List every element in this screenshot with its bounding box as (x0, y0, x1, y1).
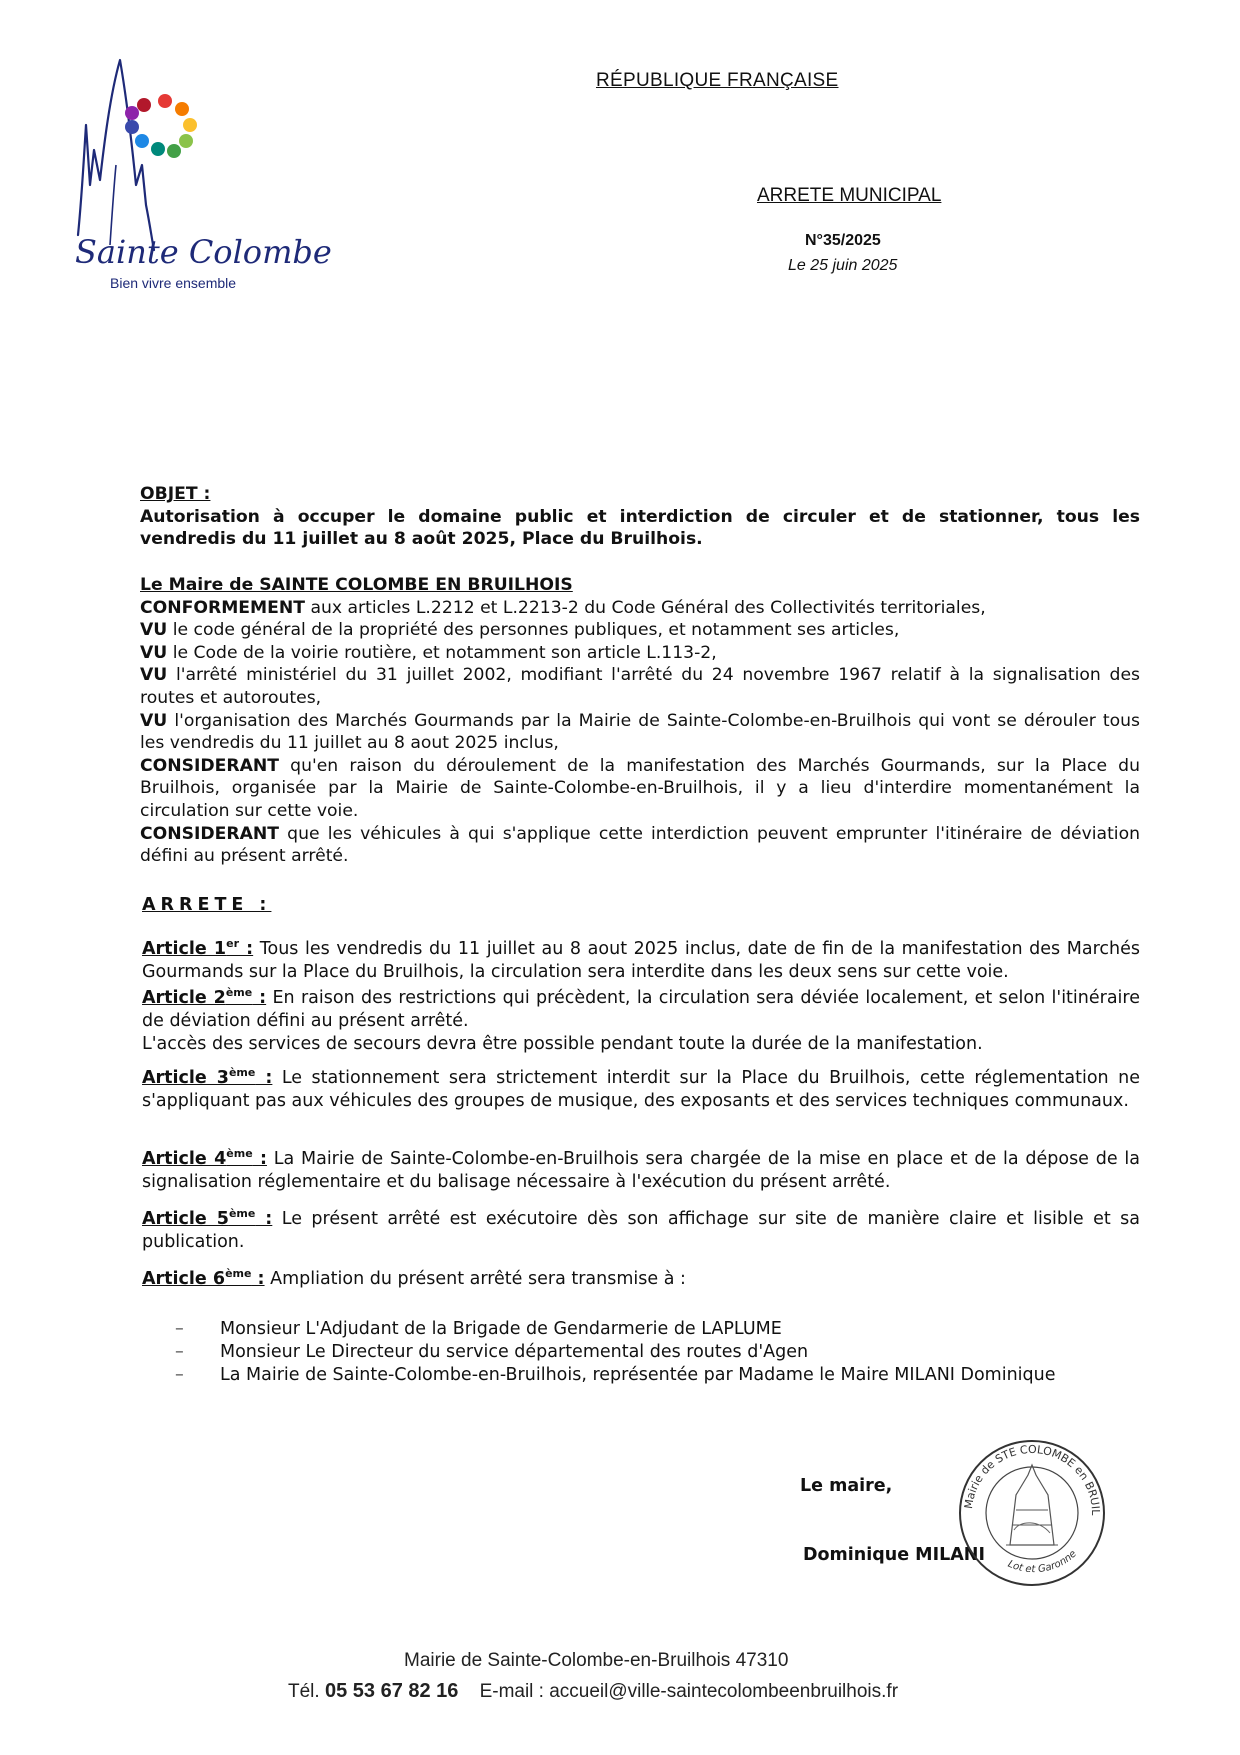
arrete-number: N°35/2025 (805, 232, 881, 249)
article-label (142, 1269, 265, 1289)
article-label (142, 988, 266, 1008)
article-text: Le présent arrêté est exécutoire dès son affichage sur site de manière claire et lisible et sa publication. (142, 1209, 1140, 1252)
article-text-secondary: L'accès des services de secours devra être possible pendant toute la durée de la manifestation. (142, 1034, 983, 1054)
objet-label: OBJET : (140, 484, 211, 504)
article-label-sup: er (226, 937, 239, 950)
commune-logo (70, 55, 332, 300)
preamble-lead: VU (140, 620, 168, 641)
church-spire-drawing (70, 55, 300, 255)
recipient-item: – Monsieur L'Adjudant de la Brigade de Gendarmerie de LAPLUME (175, 1318, 1056, 1341)
recipient-item: – Monsieur Le Directeur du service départemental des routes d'Agen (175, 1341, 1056, 1364)
article-label-text: Article 3 (142, 1068, 229, 1088)
preamble-lead: VU (140, 665, 168, 686)
objet-text: Autorisation à occuper le domaine public et interdiction de circuler et de stationner, tous les vendredis du 11 juillet au 8 août 2025, Place du Bruilhois. (140, 506, 1140, 550)
article-label-text: Article 2 (142, 988, 226, 1008)
preamble-text: aux articles L.2212 et L.2213-2 du Code Général des Collectivités territoriales, (305, 597, 986, 618)
article-label (142, 1209, 272, 1229)
footer-tel-label: Tél. (288, 1681, 320, 1702)
article-text: En raison des restrictions qui précèdent, la circulation sera déviée localement, et selon l'itinéraire de déviation défini au présent arrêté. (142, 988, 1140, 1031)
article-label-sup: ème (226, 1147, 253, 1160)
logo-name: Sainte Colombe (75, 233, 332, 271)
article-label (142, 1149, 267, 1169)
stamp-seal (950, 1425, 1115, 1595)
logo-dot (137, 98, 151, 112)
article-text: La Mairie de Sainte-Colombe-en-Bruilhois sera chargée de la mise en place et de la dépose de la signalisation réglementaire et du balisage nécessaire à l'exécution du présent arrêté. (142, 1149, 1140, 1192)
logo-dot (125, 106, 139, 120)
preamble-lead: CONFORMEMENT (140, 597, 305, 618)
preamble-item (140, 642, 1140, 665)
article-4 (142, 1148, 1140, 1194)
preamble-item (140, 597, 1140, 620)
footer-contact (288, 1680, 1240, 1703)
preamble-text: que les véhicules à qui s'applique cette interdiction peuvent emprunter l'itinéraire de déviation défini au présent arrêté. (140, 823, 1140, 867)
article-label-sup: ème (228, 1207, 256, 1220)
article-label (142, 939, 253, 959)
article-label (142, 1068, 272, 1088)
article-label-text: Article 1 (142, 939, 227, 959)
preamble-lead: VU (140, 710, 168, 731)
svg-text:Lot et Garonne: Lot et Garonne (1006, 1548, 1079, 1576)
article-3 (142, 1067, 1140, 1113)
article-label-colon: : (252, 988, 267, 1008)
preamble-section (140, 574, 1140, 868)
signature-name: Dominique MILANI (803, 1545, 985, 1565)
article-label-colon: : (255, 1209, 273, 1229)
recipient-item: – La Mairie de Sainte-Colombe-en-Bruilhois, représentée par Madame le Maire MILANI Dominique (175, 1364, 1056, 1387)
republic-heading: RÉPUBLIQUE FRANÇAISE (596, 70, 839, 91)
preamble-lead: CONSIDERANT (140, 755, 280, 776)
article-5 (142, 1208, 1140, 1254)
article-label-colon: : (239, 939, 254, 959)
article-1 (142, 938, 1140, 984)
logo-dot (125, 120, 139, 134)
logo-dot (179, 134, 193, 148)
logo-dot (158, 94, 172, 108)
preamble-item (140, 823, 1140, 868)
article-label-colon: : (251, 1269, 265, 1289)
arrete-date: Le 25 juin 2025 (788, 257, 898, 274)
logo-dot (135, 134, 149, 148)
article-label-text: Article 4 (142, 1149, 227, 1169)
article-2 (142, 987, 1140, 1056)
signature-title: Le maire, (800, 1476, 893, 1496)
logo-dot (183, 118, 197, 132)
article-label-colon: : (252, 1149, 267, 1169)
footer-address: Mairie de Sainte-Colombe-en-Bruilhois 47310 (404, 1650, 789, 1671)
document-title: ARRETE MUNICIPAL (757, 185, 942, 206)
article-label-sup: ème (225, 1267, 252, 1280)
maire-heading: Le Maire de SAINTE COLOMBE EN BRUILHOIS (140, 575, 573, 595)
article-text: Le stationnement sera strictement interdit sur la Place du Bruilhois, cette réglementation ne s'appliquant pas aux véhicules des groupes de musique, des exposants et des services techniques communaux. (142, 1068, 1140, 1111)
article-text: Ampliation du présent arrêté sera transmise à : (264, 1269, 686, 1289)
article-label-sup: ème (228, 1066, 256, 1079)
logo-dot (175, 102, 189, 116)
svg-text:Mairie de STE COLOMBE en BRUIL: Mairie de STE COLOMBE en BRUIL (962, 1442, 1103, 1516)
arrete-heading: ARRETE : (142, 895, 272, 915)
article-label-sup: ème (225, 986, 253, 999)
objet-section (140, 483, 1140, 551)
preamble-item (140, 664, 1140, 709)
recipients-list (175, 1318, 1056, 1387)
article-label-text: Article 5 (142, 1209, 229, 1229)
preamble-lead: CONSIDERANT (140, 823, 280, 844)
article-text: Tous les vendredis du 11 juillet au 8 aout 2025 inclus, date de fin de la manifestation des Marchés Gourmands sur la Place du Bruilhois, la circulation sera interdite dans les deux sens sur cette voie. (142, 939, 1140, 982)
preamble-item (140, 710, 1140, 755)
preamble-text: le Code de la voirie routière, et notamment son article L.113-2, (167, 642, 717, 663)
article-label-text: Article 6 (142, 1269, 226, 1289)
article-6 (142, 1268, 1140, 1291)
logo-dot (151, 142, 165, 156)
article-label-colon: : (255, 1068, 273, 1088)
preamble-text: le code général de la propriété des personnes publiques, et notamment ses articles, (167, 620, 900, 641)
preamble-text: l'organisation des Marchés Gourmands par la Mairie de Sainte-Colombe-en-Bruilhois qui vont se dérouler tous les vendredis du 11 juillet au 8 aout 2025 inclus, (140, 710, 1140, 754)
preamble-item (140, 619, 1140, 642)
preamble-text: qu'en raison du déroulement de la manifestation des Marchés Gourmands, sur la Place du Bruilhois, organisée par la Mairie de Sainte-Colombe-en-Bruilhois, il y a lieu d'interdire momentanément la circulation sur cette voie. (140, 755, 1140, 821)
logo-dot (167, 144, 181, 158)
preamble-lead: VU (140, 642, 168, 663)
mairie-stamp (950, 1425, 1115, 1595)
preamble-text: l'arrêté ministériel du 31 juillet 2002, modifiant l'arrêté du 24 novembre 1967 relatif à la signalisation des routes et autoroutes, (140, 665, 1140, 708)
logo-tagline: Bien vivre ensemble (110, 275, 237, 291)
footer-email[interactable]: E-mail : accueil@ville-saintecolombeenbruilhois.fr (479, 1681, 899, 1702)
footer-tel: 05 53 67 82 16 (324, 1680, 459, 1702)
preamble-item (140, 755, 1140, 823)
